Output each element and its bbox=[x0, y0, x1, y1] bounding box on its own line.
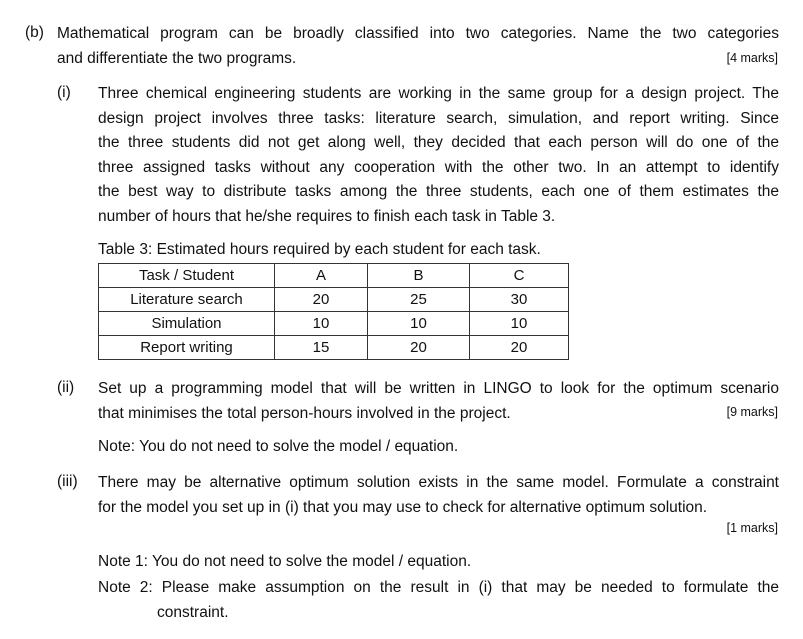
part-iii-question bbox=[98, 471, 779, 520]
part-i-line-6: number of hours that he/she requires to finish each task in Table 3. bbox=[98, 207, 556, 225]
hours-cell: 10 bbox=[275, 312, 368, 336]
part-iii-line-2: for the model you set up in (i) that you may use to check for alternative optimum solution. bbox=[98, 498, 708, 516]
task-name: Report writing bbox=[99, 336, 275, 360]
part-ii-note: Note: You do not need to solve the model / equation. bbox=[98, 438, 459, 455]
table-row bbox=[99, 312, 569, 336]
part-b-label: (b) bbox=[25, 24, 44, 41]
table-row bbox=[99, 288, 569, 312]
part-ii-line-1: Set up a programming model that will be written in LINGO to look for the optimum scenario bbox=[98, 380, 779, 397]
header-student-a: A bbox=[275, 264, 368, 288]
hours-cell: 20 bbox=[368, 336, 470, 360]
table-header-row bbox=[99, 264, 569, 288]
hours-table bbox=[98, 263, 569, 360]
part-i-line-2: design project involves three tasks: literature search, simulation, and report writing. Since bbox=[98, 109, 779, 127]
part-iii-note-2-line-2: constraint. bbox=[157, 603, 229, 621]
part-b-line-2: and differentiate the two programs. bbox=[57, 49, 297, 67]
part-i-line-3: the three students did not get along well, they decided that each person will do one of the bbox=[98, 134, 779, 152]
part-i-question bbox=[98, 82, 779, 230]
part-b-line-1: Mathematical program can be broadly classified into two categories. Name the two categories bbox=[57, 25, 779, 42]
part-iii-marks: [1 marks] bbox=[726, 521, 778, 535]
table-caption: Table 3: Estimated hours required by each student for each task. bbox=[98, 241, 541, 258]
part-ii-label: (ii) bbox=[57, 379, 75, 396]
part-ii-question bbox=[98, 377, 779, 426]
header-task-student: Task / Student bbox=[99, 264, 275, 288]
part-i-line-5: the best way to distribute tasks among the three students, each one of them estimates the bbox=[98, 183, 779, 201]
task-name: Simulation bbox=[99, 312, 275, 336]
table-row bbox=[99, 336, 569, 360]
header-student-b: B bbox=[368, 264, 470, 288]
part-iii-line-1: There may be alternative optimum solution exists in the same model. Formulate a constraint bbox=[98, 474, 779, 491]
part-b-question bbox=[57, 22, 779, 71]
part-b-marks: [4 marks] bbox=[726, 51, 778, 65]
part-iii-note-1: Note 1: You do not need to solve the model / equation. bbox=[98, 553, 472, 570]
part-i-line-4: three assigned tasks without any cooperation with the other two. In an attempt to identify bbox=[98, 158, 779, 176]
part-iii-label: (iii) bbox=[57, 473, 78, 490]
hours-cell: 15 bbox=[275, 336, 368, 360]
hours-cell: 10 bbox=[470, 312, 569, 336]
hours-cell: 10 bbox=[368, 312, 470, 336]
part-i-line-1: Three chemical engineering students are working in the same group for a design project. The bbox=[98, 85, 779, 102]
hours-cell: 30 bbox=[470, 288, 569, 312]
part-iii-note-2 bbox=[98, 576, 779, 625]
part-ii-marks: [9 marks] bbox=[726, 405, 778, 419]
header-student-c: C bbox=[470, 264, 569, 288]
part-ii-line-2: that minimises the total person-hours involved in the project. bbox=[98, 404, 511, 422]
hours-cell: 20 bbox=[275, 288, 368, 312]
task-name: Literature search bbox=[99, 288, 275, 312]
hours-cell: 25 bbox=[368, 288, 470, 312]
part-iii-note-2-line-1: Note 2: Please make assumption on the result in (i) that may be needed to formulate the bbox=[98, 579, 779, 596]
hours-cell: 20 bbox=[470, 336, 569, 360]
part-i-label: (i) bbox=[57, 84, 71, 101]
